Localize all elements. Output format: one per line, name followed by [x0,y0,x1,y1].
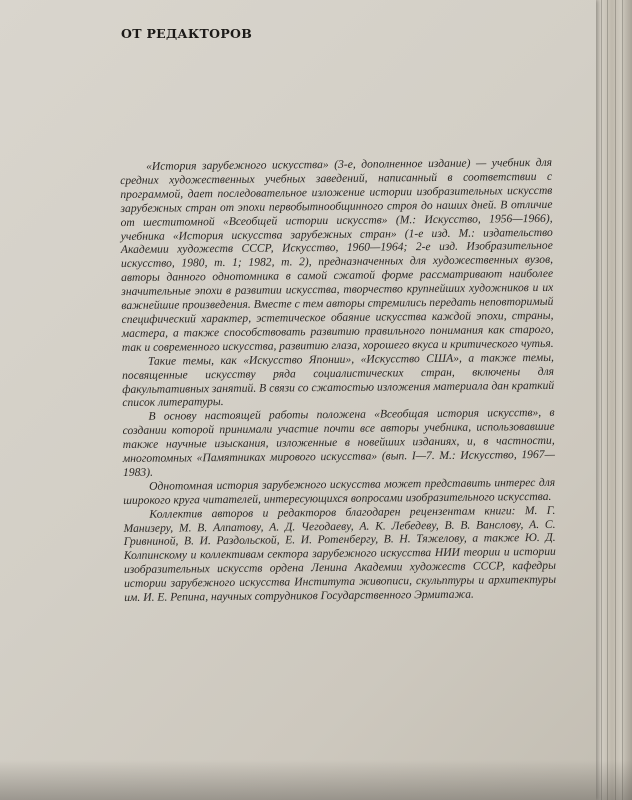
paragraph-basis: В основу настоящей работы положена «Всеобщая история искусств», в создании которой принимали участие почти все авторы учебника, использовавшие также научные изыскания, изложенные в новейших изданиях, и, в частности, многотомных «Памятниках мирового искусства» (вып. I—7. М.: Искусство, 1967—1983). [122,406,555,479]
page-heading: ОТ РЕДАКТОРОВ [121,26,253,41]
bottom-shadow [0,760,632,800]
paragraph-topics: Такие темы, как «Искусство Японии», «Искусство США», а также темы, посвященные искусству ряда социалистических стран, включены для факультативных занятий. В связи со сжатостью изложения материала дан краткий список литературы. [122,350,555,410]
body-text [120,156,556,605]
paragraph-audience: Однотомная история зарубежного искусства может представить интерес для широкого круга читателей, интересующихся вопросами изобразительного искусства. [123,475,556,507]
paragraph-intro: «История зарубежного искусства» (3-е, дополненное издание) — учебник для средних художественных учебных заведений, написанный в соответствии с программой, дает последовательное изложение истории изобразительных искусств зарубежных стран от эпохи первобытнообщинного строя до наших дней. В отличие от шеститомной «Всеобщей истории искусств» (М.: Искусство, 1956—1966), учебника «История искусства зарубежных стран» (1-е изд. М.: издательство Академии художеств СССР, Искусство, 1960—1964; 2-е изд. Изобразительное искусство, 1980, т. 1; 1982, т. 2), предназначенных для художественных вузов, авторы данного однотомника в самой сжатой форме рассматривают наиболее значительные эпохи в развитии искусства, творчество крупнейших художников и их важнейшие произведения. Вместе с тем авторы стремились передать неповторимый специфический характер, эстетическое обаяние искусства каждой эпохи, страны, мастера, а также способствовать развитию правильного понимания как старого, так и современного искусства, развитию глаза, хорошего вкуса и критического чутья. [120,155,554,354]
paragraph-acknowledgements: Коллектив авторов и редакторов благодарен рецензентам книги: М. Г. Манизеру, М. В. Алпатову, А. Д. Чегодаеву, А. К. Лебедеву, В. В. Ванслову, А. С. Гривниной, В. И. Раздольской, Е. И. Ротенбергу, В. Н. Тяжелову, а также Ю. Д. Колпинскому и коллективам сектора зарубежного искусства НИИ теории и истории изобразительных искусств ордена Ленина Академии художеств СССР, кафедры истории зарубежного искусства Института живописи, скульптуры и архитектуры им. И. Е. Репина, научных сотрудников Государственного Эрмитажа. [123,503,557,605]
